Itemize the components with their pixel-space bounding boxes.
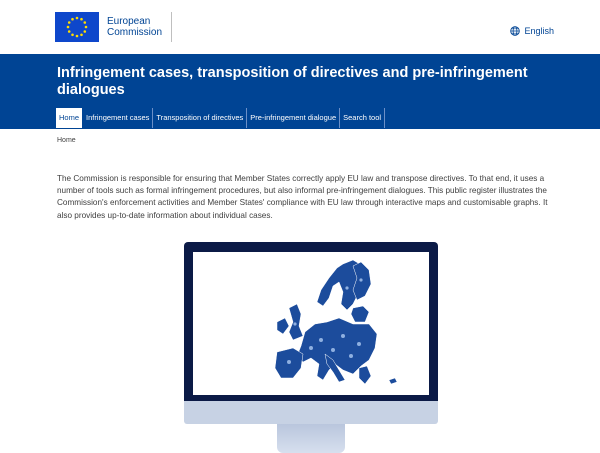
main-navigation (56, 108, 385, 128)
globe-icon (510, 26, 520, 36)
monitor-screen (193, 252, 429, 395)
logo-line-commission: Commission (107, 27, 163, 38)
nav-item-transposition-of-directives[interactable]: Transposition of directives (153, 108, 247, 128)
monitor-stand (277, 424, 345, 453)
nav-item-infringement-cases[interactable]: Infringement cases (83, 108, 153, 128)
eu-flag-icon (55, 12, 99, 42)
language-selector[interactable] (510, 26, 554, 36)
monitor-bezel (184, 242, 438, 401)
nav-item-search-tool[interactable]: Search tool (340, 108, 385, 128)
logo-wordmark (107, 16, 162, 38)
language-label: English (524, 26, 554, 36)
nav-item-home[interactable]: Home (56, 108, 82, 128)
nav-item-pre-infringement-dialogue[interactable]: Pre-infringement dialogue (247, 108, 340, 128)
european-commission-logo[interactable] (55, 12, 162, 42)
page-title: Infringement cases, transposition of directives and pre-infringement dialogues (57, 65, 528, 98)
breadcrumb (57, 137, 76, 144)
monitor-chin (184, 401, 438, 424)
eu-map-icon (193, 252, 429, 395)
site-header (0, 0, 600, 54)
intro-paragraph: The Commission is responsible for ensuring that Member States correctly apply EU law and transpose directives. To that end, it uses a number of tools such as formal infringement procedures, but also informal pre-infringement dialogues. This public register illustrates the Commission's enforcement activities and Member States' compliance with EU law through interactive maps and customisable graphs. It also provides up-to-date information about individual cases. (57, 174, 548, 220)
page-banner (0, 54, 600, 129)
logo-line-european: European (107, 16, 151, 27)
monitor-with-eu-map-icon (184, 242, 438, 424)
logo-divider (171, 12, 172, 42)
breadcrumb-current: Home (57, 137, 76, 144)
